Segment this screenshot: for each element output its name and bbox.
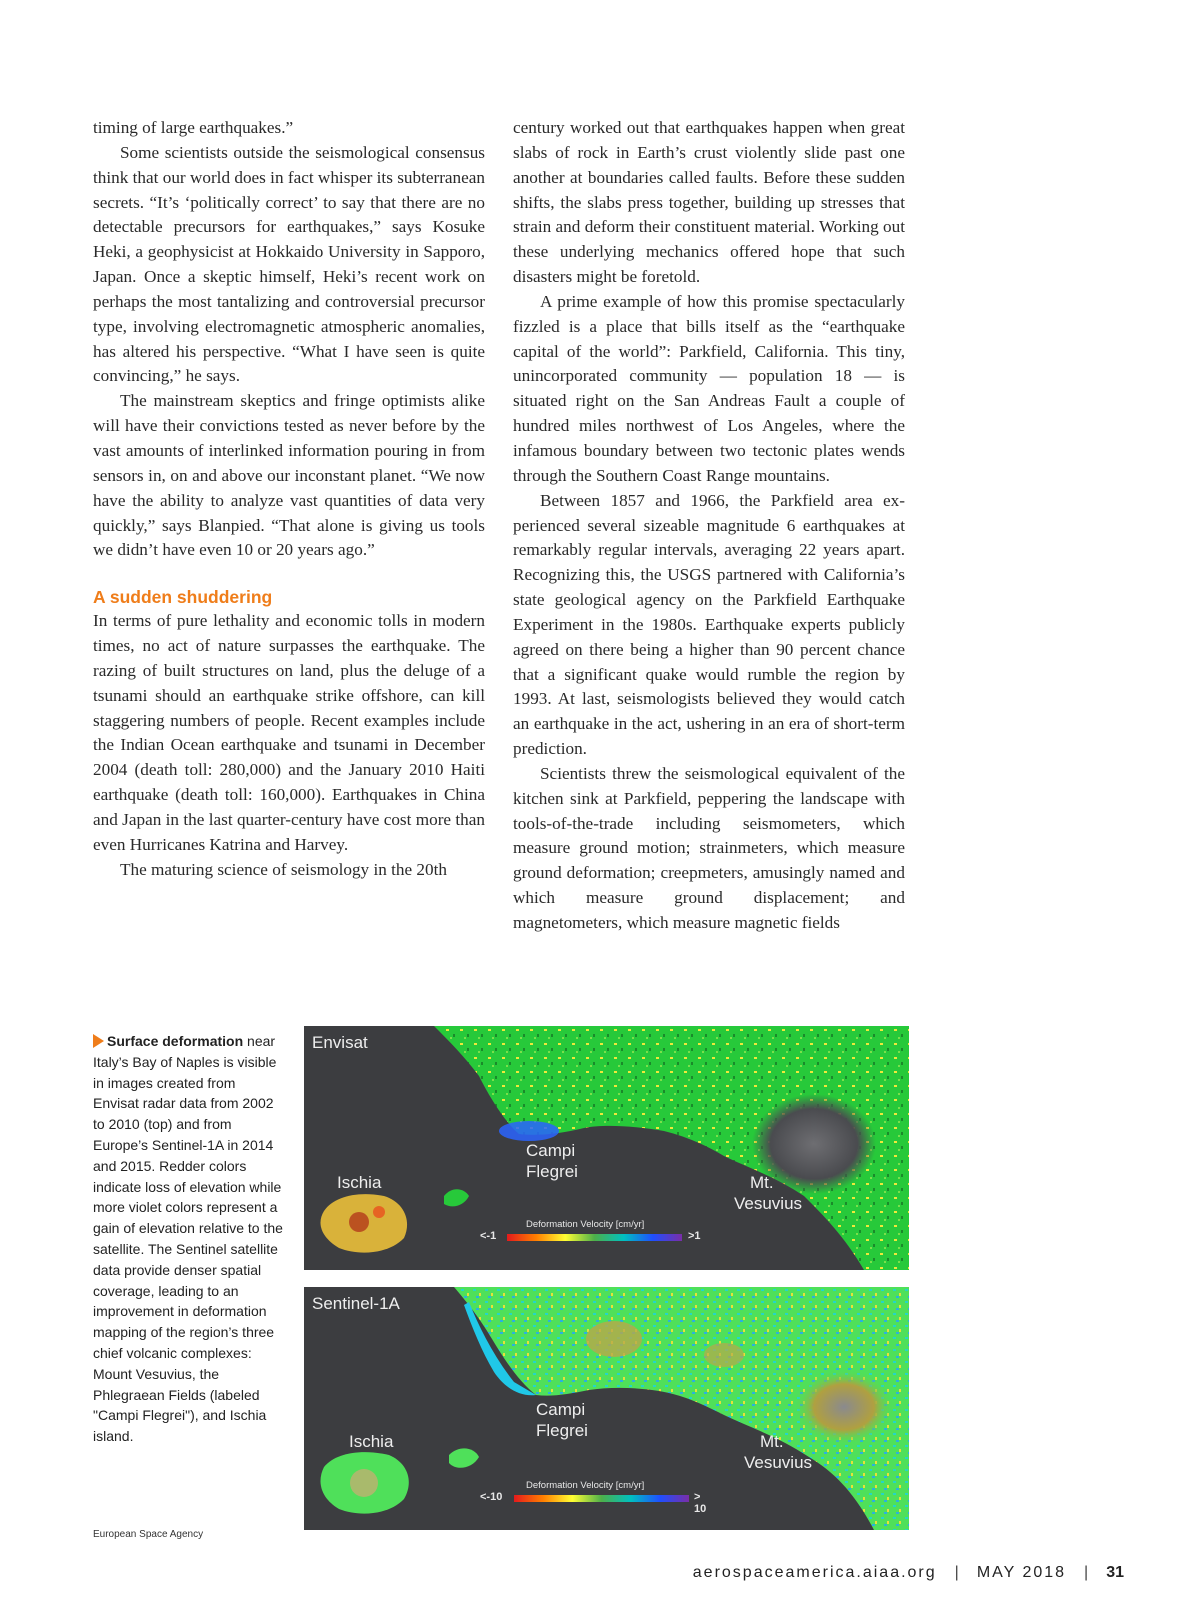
scale-gradient-bar [507, 1234, 682, 1241]
paragraph: Scientists threw the seismological equivalent of the kitchen sink at Parkfield, peppering the landscape with tools-of-the-trade including seismometers, which measure ground motion; strainmeters, which measure ground deformation; creepmeters, amusingly named and which measure ground displacement; and magnetometers, which measure magnetic fields [513, 763, 905, 932]
label-mt: Mt. [760, 1432, 784, 1451]
paragraph: Between 1857 and 1966, the Parkfield area experienced several sizeable magnitude 6 earthquakes at remarkably regular intervals, averaging 22 years apart. Recognizing this, the USGS partnered with California’s state geological agency on the Parkfield Earthquake Experiment in the 1980s. Earthquake experts publicly agreed on there being a higher than 90 percent chance that a significant quake would rumble the region by 1993. At last, seismologists believed they would catch an earthquake in the act, ushering in an era of short-term prediction. [513, 490, 905, 759]
paragraph: timing of large earthquakes.” [93, 118, 294, 137]
scale-max: >1 [688, 1230, 701, 1242]
paragraph: In terms of pure lethality and economic tolls in modern times, no act of nature surpasses the earthquake. The razing of built structures on land, plus the deluge of a tsunami should an earthquake strike offshore, can kill staggering numbers of people. Recent examples include the Indian Ocean earthquake and tsunami in December 2004 (death toll: 280,000) and the January 2010 Haiti earthquake (death toll: 160,000). Earthquakes in China and Japan in the last quarter-century have cost more than even Hurricanes Katrina and Harvey. [93, 611, 485, 854]
scale-gradient-bar [514, 1495, 689, 1502]
article-column-right [513, 116, 905, 936]
triangle-bullet-icon [93, 1034, 104, 1048]
figure-caption [93, 1031, 283, 1447]
paragraph: The mainstream skeptics and fringe optimists alike will have their convictions tested as never before by the vast amounts of interlinked information pouring in from sensors in, on and above our inconstant planet. “We now have the ability to analyze vast quantities of data very quickly,” says Blanpied. “That alone is giving us tools we didn’t have even 10 or 20 years ago.” [93, 391, 485, 560]
label-ischia: Ischia [349, 1432, 394, 1451]
section-subhead: A sudden shuddering [93, 587, 273, 608]
footer-issue: MAY 2018 [976, 1564, 1067, 1581]
scale-title: Deformation Velocity [cm/yr] [526, 1219, 645, 1230]
scale-max: > 10 [694, 1491, 707, 1515]
caption-body: near Italy’s Bay of Naples is visible in images created from Envisat radar data from 2002 to 2010 (top) and from Europe’s Sentinel-1A in 2014 and 2015. Redder colors indicate loss of elevation while more violet colors represent a gain of elevation relative to the satellite. The Sentinel satellite data provide denser spatial coverage, leading to an improvement in deformation mapping of the region’s three chief volcanic complexes: Mount Vesuvius, the Phlegraean Fields (labeled "Campi Flegrei"), and Ischia island. [93, 1033, 283, 1445]
article-column-left [93, 116, 485, 882]
scale-min: <-10 [480, 1491, 503, 1503]
scale-min: <-1 [480, 1230, 497, 1242]
image-credit: European Space Agency [93, 1529, 204, 1540]
deformation-scale [480, 1219, 704, 1249]
label-ischia: Ischia [337, 1173, 382, 1192]
page-number: 31 [1106, 1564, 1124, 1581]
paragraph: century worked out that earthquakes happen when great slabs of rock in Earth’s crust violently slide past one another at boundaries called faults. Before these sudden shifts, the slabs press together, building up stresses that strain and deform their constituent material. Working out these underlying mechanics offered hope that such disasters might be foretold. [513, 118, 905, 287]
label-vesuvius: Vesuvius [734, 1194, 803, 1213]
map-title: Sentinel-1A [312, 1294, 400, 1313]
scale-title: Deformation Velocity [cm/yr] [526, 1480, 645, 1491]
label-campi: Campi [536, 1400, 586, 1419]
footer-site: aerospaceamerica.aiaa.org [692, 1564, 937, 1581]
label-campi: Campi [526, 1141, 576, 1160]
label-flegrei: Flegrei [536, 1421, 588, 1440]
page-footer [693, 1564, 1124, 1584]
paragraph: Some scientists outside the seismological consensus think that our world does in fact whisper its subterranean secrets. “It’s ‘politically correct’ to say that there are no detectable precursors for earthquakes,” says Kosuke Heki, a geophysicist at Hokkaido University in Sapporo, Japan. Once a skeptic himself, Heki’s recent work on perhaps the most tantalizing and controversial precursor type, involving electromagnetic atmospheric anomalies, has altered his perspective. “What I have seen is quite convincing,” he says. [93, 142, 485, 386]
deformation-scale [480, 1480, 714, 1515]
sentinel-deformation-map [304, 1287, 909, 1530]
label-flegrei: Flegrei [526, 1162, 578, 1181]
caption-lead: Surface deformation [107, 1033, 244, 1049]
label-vesuvius: Vesuvius [744, 1453, 813, 1472]
paragraph: The maturing science of seismology in the 20th [120, 859, 447, 879]
label-mt: Mt. [750, 1173, 774, 1192]
envisat-deformation-map [304, 1026, 909, 1270]
footer-separator: | [1084, 1564, 1089, 1581]
paragraph: A prime example of how this promise spectacularly fizzled is a place that bills itself as the “earthquake capital of the world”: Parkfield, California. This tiny, unincorporated community — population 18 — is situated right on the San Andreas Fault a couple of hundred miles northwest of Los Angeles, where the infamous boundary between two tectonic plates wends through the Southern Coast Range mountains. [513, 291, 905, 485]
map-title: Envisat [312, 1033, 368, 1052]
footer-separator: | [954, 1564, 959, 1581]
